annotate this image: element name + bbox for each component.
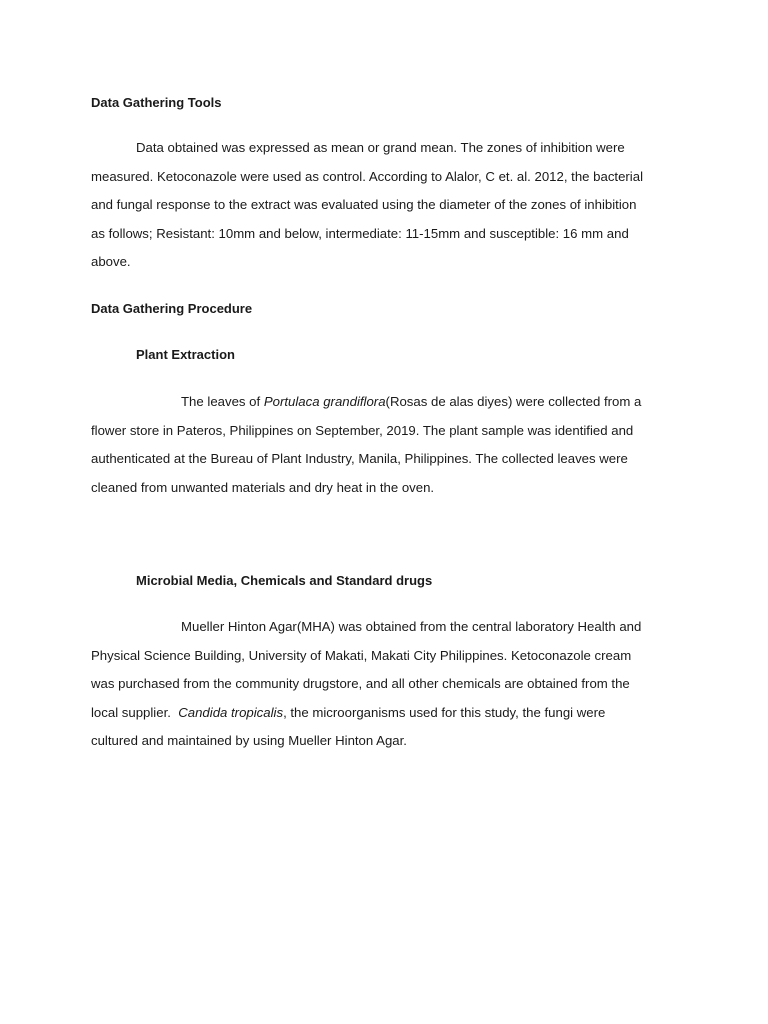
paragraph-line: and fungal response to the extract was evaluated using the diameter of the zones of inhibition — [91, 197, 637, 213]
text-segment: , the microorganisms used for this study, the fungi were — [283, 704, 606, 720]
paragraph-plant-extraction — [91, 388, 681, 502]
paragraph-line: Physical Science Building, University of Makati, Makati City Philippines. Ketoconazole cream — [91, 647, 632, 663]
species-name-italic: Portulaca grandiflora — [263, 394, 386, 409]
heading-data-gathering-procedure: Data Gathering Procedure — [91, 301, 253, 316]
paragraph-line: Mueller Hinton Agar(MHA) was obtained from the central laboratory Health and — [181, 619, 642, 634]
paragraph-line — [91, 388, 681, 417]
heading-microbial-media: Microbial Media, Chemicals and Standard drugs — [136, 573, 433, 588]
text-segment: (Rosas de alas diyes) were collected from a — [385, 394, 642, 409]
paragraph-line: flower store in Pateros, Philippines on September, 2019. The plant sample was identified and — [91, 422, 634, 438]
paragraph-line — [91, 699, 681, 728]
heading-plant-extraction: Plant Extraction — [136, 347, 235, 362]
paragraph-line: measured. Ketoconazole were used as control. According to Alalor, C et. al. 2012, the bacterial — [91, 168, 643, 184]
paragraph-line: authenticated at the Bureau of Plant Industry, Manila, Philippines. The collected leaves were — [91, 451, 628, 467]
paragraph-line: above. — [91, 254, 131, 270]
paragraph-line: as follows; Resistant: 10mm and below, intermediate: 11-15mm and susceptible: 16 mm and — [91, 225, 629, 241]
paragraph-microbial-media — [91, 613, 681, 756]
heading-data-gathering-tools: Data Gathering Tools — [91, 95, 222, 110]
paragraph-line: cultured and maintained by using Mueller Hinton Agar. — [91, 733, 407, 749]
species-name-italic: Candida tropicalis — [178, 704, 284, 720]
text-segment: The leaves of — [181, 394, 264, 409]
paragraph-line: was purchased from the community drugstore, and all other chemicals are obtained from the — [91, 676, 630, 692]
paragraph-data-gathering-tools — [91, 134, 681, 277]
paragraph-line: cleaned from unwanted materials and dry heat in the oven. — [91, 479, 435, 495]
text-segment: local supplier. — [91, 704, 179, 720]
paragraph-line: Data obtained was expressed as mean or grand mean. The zones of inhibition were — [136, 140, 625, 155]
